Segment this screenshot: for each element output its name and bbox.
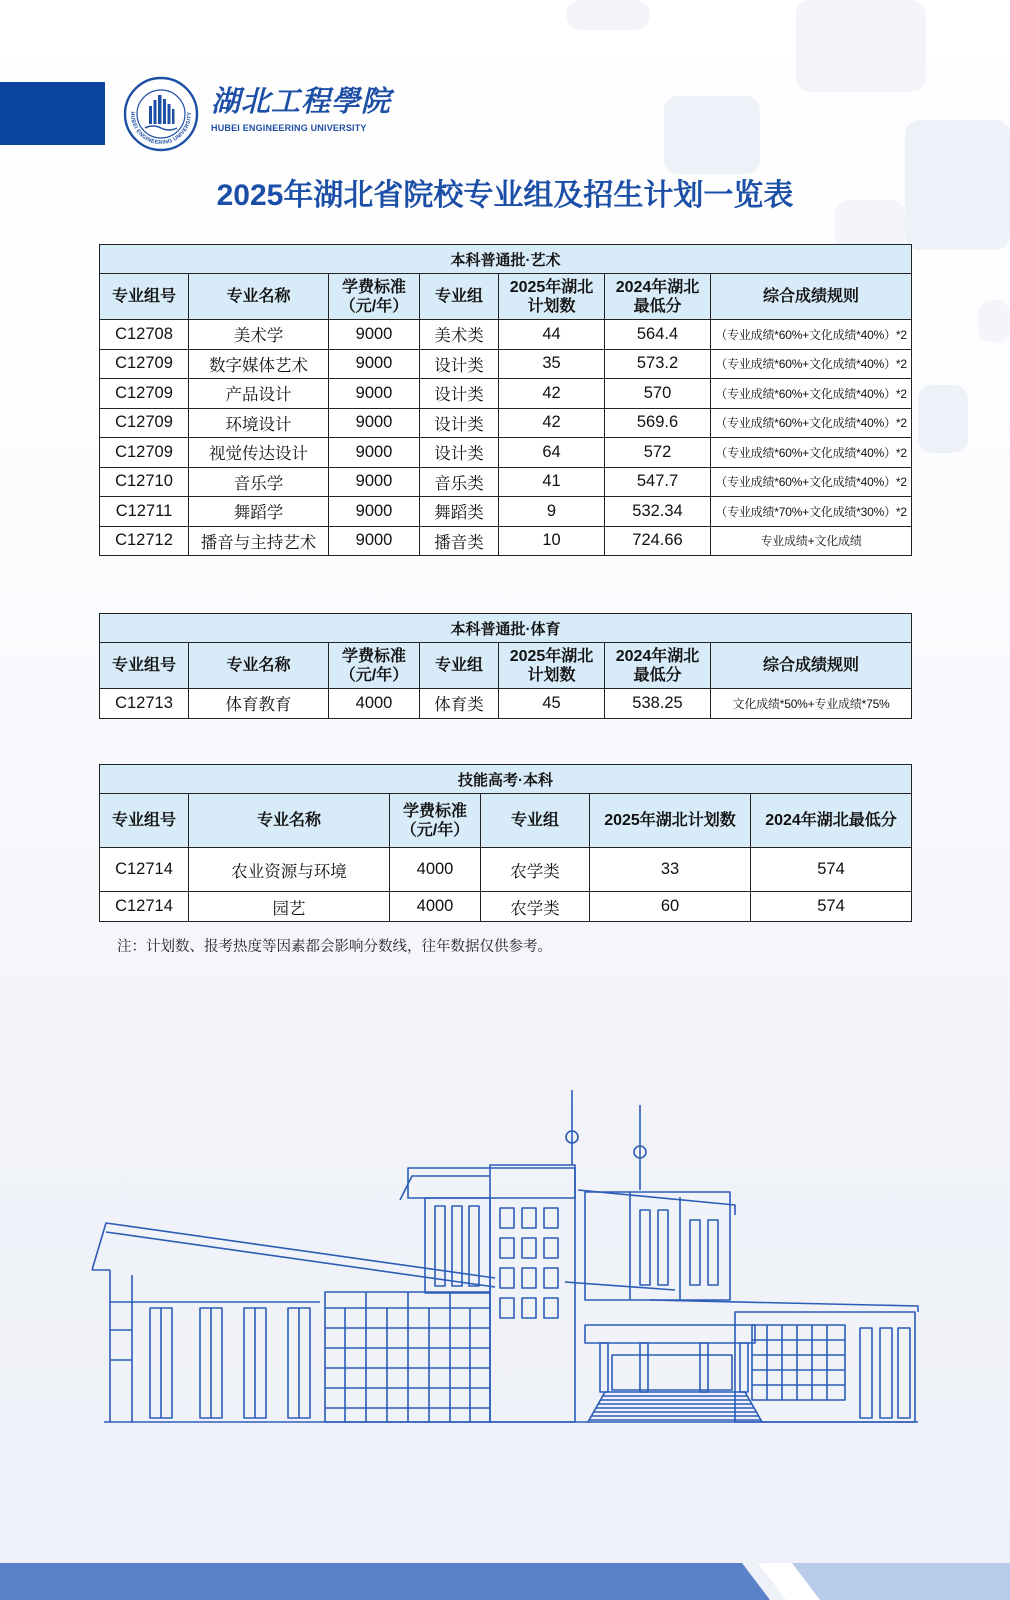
entrance-portico [585,1325,755,1392]
bottom-decor-bar [0,1563,1010,1600]
min-score-cell: 538.25 [605,689,711,719]
min-score-cell: 570 [605,379,711,409]
column-header-group-code: 专业组号 [100,794,189,848]
column-header-major-name: 专业名称 [189,794,390,848]
plan-count-cell: 42 [499,408,605,438]
column-header-major-name: 专业名称 [189,274,329,320]
plan-count-cell: 33 [590,848,751,892]
entrance-steps [588,1392,762,1422]
major-name-cell: 播音与主持艺术 [189,526,329,556]
major-name-cell: 农业资源与环境 [189,848,390,892]
tuition-cell: 9000 [329,408,420,438]
group-code-cell: C12712 [100,526,189,556]
score-rule-cell: 文化成绩*50%+专业成绩*75% [711,689,912,719]
table-row [100,379,912,409]
page-title: 2025年湖北省院校专业组及招生计划一览表 [216,179,794,212]
footnote: 注：计划数、报考热度等因素都会影响分数线，往年数据仅供参考。 [117,939,552,955]
major-group-cell: 美术类 [420,320,499,350]
column-header-major-group: 专业组 [420,643,499,689]
column-header-min-score: 2024年湖北最低分 [751,794,912,848]
university-seal-logo [123,76,199,152]
group-code-cell: C12714 [100,892,189,922]
plan-count-cell: 64 [499,438,605,468]
university-name-english: HUBEI ENGINEERING UNIVERSITY [211,123,367,133]
plan-count-cell: 9 [499,497,605,527]
group-code-cell: C12709 [100,408,189,438]
major-group-cell: 体育类 [420,689,499,719]
column-header-plan-count: 2025年湖北 计划数 [499,274,605,320]
min-score-cell: 569.6 [605,408,711,438]
table-row [100,467,912,497]
column-header-plan-count: 2025年湖北 计划数 [499,643,605,689]
column-header-group-code: 专业组号 [100,643,189,689]
tuition-cell: 4000 [329,689,420,719]
table-header-row [100,274,912,320]
score-rule-cell: （专业成绩*60%+文化成绩*40%）*2 [711,438,912,468]
min-score-cell: 574 [751,892,912,922]
window-grid-block [325,1292,490,1422]
decor-tile [796,0,926,92]
table-row [100,349,912,379]
art-enrollment-table [99,244,912,556]
major-name-cell: 视觉传达设计 [189,438,329,468]
table-row [100,408,912,438]
tuition-cell: 9000 [329,320,420,350]
major-name-cell: 产品设计 [189,379,329,409]
major-group-cell: 农学类 [481,848,590,892]
column-header-major-group: 专业组 [420,274,499,320]
seal-ring-text: HUBEI ENGINEERING UNIVERSITY [128,111,194,147]
column-header-tuition: 学费标准 （元/年） [329,643,420,689]
column-header-major-group: 专业组 [481,794,590,848]
min-score-cell: 532.34 [605,497,711,527]
column-header-plan-count: 2025年湖北计划数 [590,794,751,848]
min-score-cell: 573.2 [605,349,711,379]
group-code-cell: C12709 [100,349,189,379]
table-row [100,689,912,719]
group-code-cell: C12711 [100,497,189,527]
center-tower [400,1165,575,1422]
group-code-cell: C12714 [100,848,189,892]
column-header-tuition: 学费标准 （元/年） [329,274,420,320]
score-rule-cell: （专业成绩*60%+文化成绩*40%）*2 [711,320,912,350]
decor-tile [664,96,760,174]
tuition-cell: 4000 [390,892,481,922]
tuition-cell: 9000 [329,467,420,497]
tuition-cell: 9000 [329,526,420,556]
plan-count-cell: 60 [590,892,751,922]
decor-tile [566,0,650,30]
plan-count-cell: 44 [499,320,605,350]
tuition-cell: 9000 [329,438,420,468]
plan-count-cell: 41 [499,467,605,497]
major-group-cell: 播音类 [420,526,499,556]
major-group-cell: 设计类 [420,349,499,379]
major-name-cell: 美术学 [189,320,329,350]
table-row [100,438,912,468]
plan-count-cell: 42 [499,379,605,409]
decor-tile [918,385,968,453]
column-header-score-rule: 综合成绩规则 [711,274,912,320]
table-row [100,320,912,350]
column-header-major-name: 专业名称 [189,643,329,689]
score-rule-cell: （专业成绩*60%+文化成绩*40%）*2 [711,379,912,409]
table-row [100,892,912,922]
min-score-cell: 574 [751,848,912,892]
table-row [100,848,912,892]
table-header-row [100,643,912,689]
table-section-title: 技能高考·本科 [100,765,912,794]
column-header-score-rule: 综合成绩规则 [711,643,912,689]
university-name-logotype: 湖北工程學院 [211,86,392,118]
right-tower [565,1190,735,1300]
table-section-title: 本科普通批·体育 [100,614,912,643]
major-group-cell: 设计类 [420,379,499,409]
column-header-tuition: 学费标准 （元/年） [390,794,481,848]
score-rule-cell: （专业成绩*60%+文化成绩*40%）*2 [711,467,912,497]
score-rule-cell: （专业成绩*70%+文化成绩*30%）*2 [711,497,912,527]
major-group-cell: 农学类 [481,892,590,922]
plan-count-cell: 10 [499,526,605,556]
plan-count-cell: 45 [499,689,605,719]
group-code-cell: C12709 [100,379,189,409]
major-group-cell: 舞蹈类 [420,497,499,527]
skills-exam-enrollment-table [99,764,912,922]
column-header-min-score: 2024年湖北 最低分 [605,643,711,689]
group-code-cell: C12710 [100,467,189,497]
major-name-cell: 舞蹈学 [189,497,329,527]
group-code-cell: C12709 [100,438,189,468]
column-header-group-code: 专业组号 [100,274,189,320]
tuition-cell: 4000 [390,848,481,892]
major-group-cell: 设计类 [420,438,499,468]
min-score-cell: 724.66 [605,526,711,556]
major-group-cell: 设计类 [420,408,499,438]
tuition-cell: 9000 [329,349,420,379]
tuition-cell: 9000 [329,379,420,409]
min-score-cell: 564.4 [605,320,711,350]
score-rule-cell: （专业成绩*60%+文化成绩*40%）*2 [711,408,912,438]
pe-enrollment-table [99,613,912,719]
table-section-title: 本科普通批·艺术 [100,245,912,274]
major-name-cell: 音乐学 [189,467,329,497]
decor-tile [978,300,1010,342]
major-name-cell: 环境设计 [189,408,329,438]
score-rule-cell: （专业成绩*60%+文化成绩*40%）*2 [711,349,912,379]
brand-color-block [0,82,105,145]
campus-building-illustration [0,1080,1010,1440]
table-row [100,526,912,556]
min-score-cell: 572 [605,438,711,468]
antenna [566,1090,646,1190]
score-rule-cell: 专业成绩+文化成绩 [711,526,912,556]
major-group-cell: 音乐类 [420,467,499,497]
tuition-cell: 9000 [329,497,420,527]
group-code-cell: C12713 [100,689,189,719]
column-header-min-score: 2024年湖北 最低分 [605,274,711,320]
major-name-cell: 数字媒体艺术 [189,349,329,379]
group-code-cell: C12708 [100,320,189,350]
major-name-cell: 园艺 [189,892,390,922]
table-row [100,497,912,527]
min-score-cell: 547.7 [605,467,711,497]
major-name-cell: 体育教育 [189,689,329,719]
plan-count-cell: 35 [499,349,605,379]
table-header-row [100,794,912,848]
